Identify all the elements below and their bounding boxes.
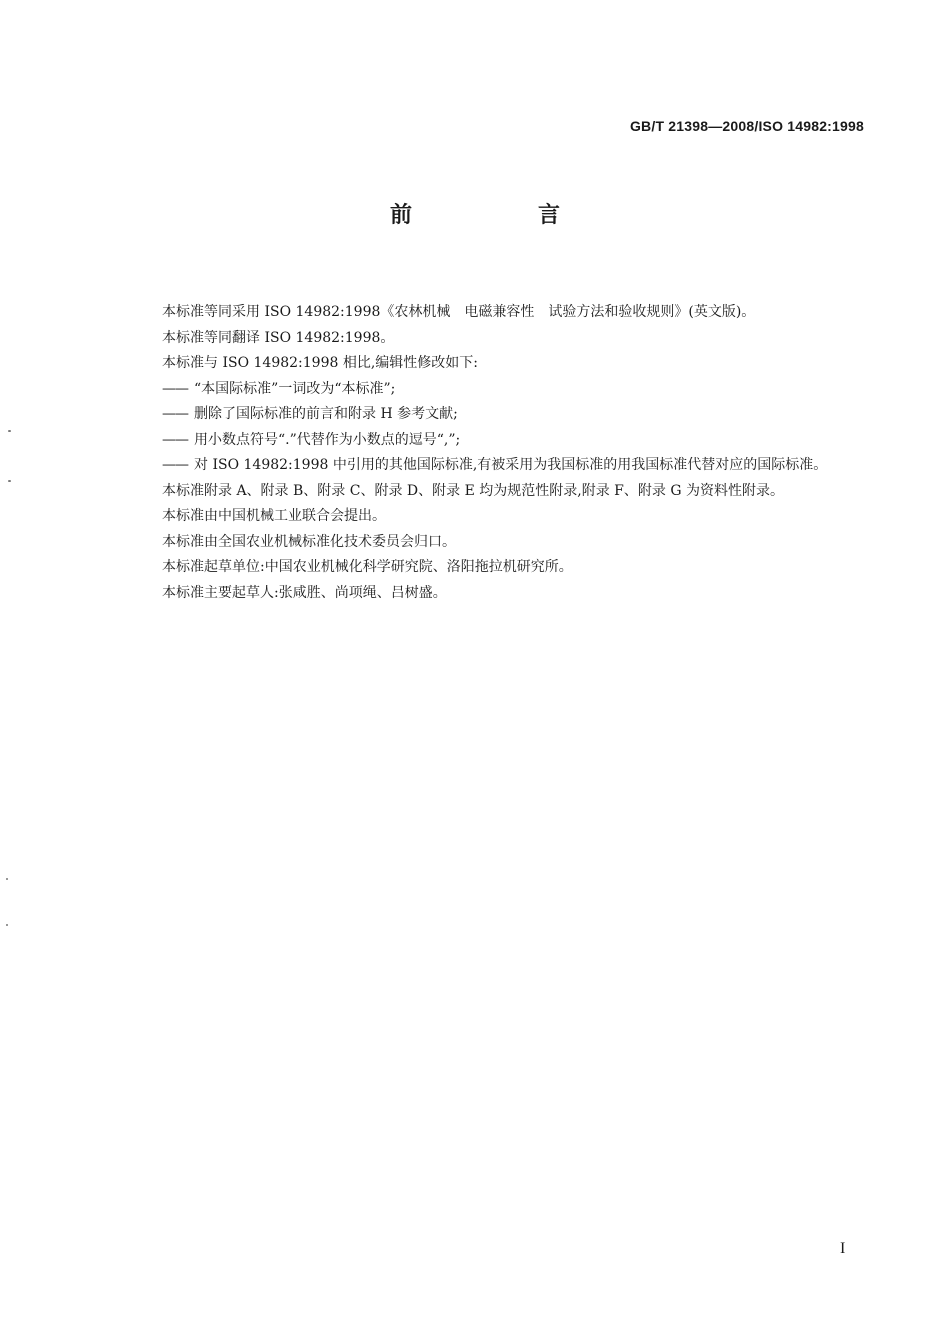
list-item [162, 453, 872, 479]
list-item-text: “本国际标准”一词改为“本标准”; [194, 380, 396, 397]
scan-speck [6, 924, 8, 926]
list-item [162, 377, 872, 403]
scan-speck [8, 480, 11, 482]
list-item [162, 428, 872, 454]
page-title: 前 言 [389, 203, 612, 228]
dash-marker: —— [162, 406, 188, 422]
list-item-text: 用小数点符号“.”代替作为小数点的逗号“,”; [194, 431, 461, 448]
paragraph-proposer: 本标准由中国机械工业联合会提出。 [162, 508, 386, 524]
list-item-text: 对 ISO 14982:1998 中引用的其他国际标准,有被采用为我国标准的用我国标准代替对应的国际标准。 [194, 457, 828, 473]
dash-marker: —— [162, 380, 188, 397]
paragraph-modifications-intro: 本标准与 ISO 14982:1998 相比,编辑性修改如下: [162, 355, 478, 371]
foreword-body [162, 300, 872, 606]
dash-marker: —— [162, 457, 188, 473]
paragraph-adoption: 本标准等同采用 ISO 14982:1998《农林机械 电磁兼容性 试验方法和验收规则》(英文版)。 [162, 304, 756, 320]
dash-marker: —— [162, 431, 188, 448]
paragraph-annexes: 本标准附录 A、附录 B、附录 C、附录 D、附录 E 均为规范性附录,附录 F、附录 G 为资料性附录。 [162, 482, 784, 499]
page-number: I [840, 1240, 846, 1257]
paragraph-committee: 本标准由全国农业机械标准化技术委员会归口。 [162, 533, 456, 550]
scan-speck [6, 878, 8, 880]
list-item [162, 402, 872, 428]
list-item-text: 删除了国际标准的前言和附录 H 参考文献; [194, 406, 458, 422]
paragraph-translation: 本标准等同翻译 ISO 14982:1998。 [162, 329, 395, 346]
scan-speck [8, 430, 11, 432]
paragraph-drafters: 本标准主要起草人:张咸胜、尚项绳、吕树盛。 [162, 584, 447, 601]
standard-code: GB/T 21398—2008/ISO 14982:1998 [629, 118, 864, 134]
paragraph-drafting-units: 本标准起草单位:中国农业机械化科学研究院、洛阳拖拉机研究所。 [162, 559, 573, 575]
